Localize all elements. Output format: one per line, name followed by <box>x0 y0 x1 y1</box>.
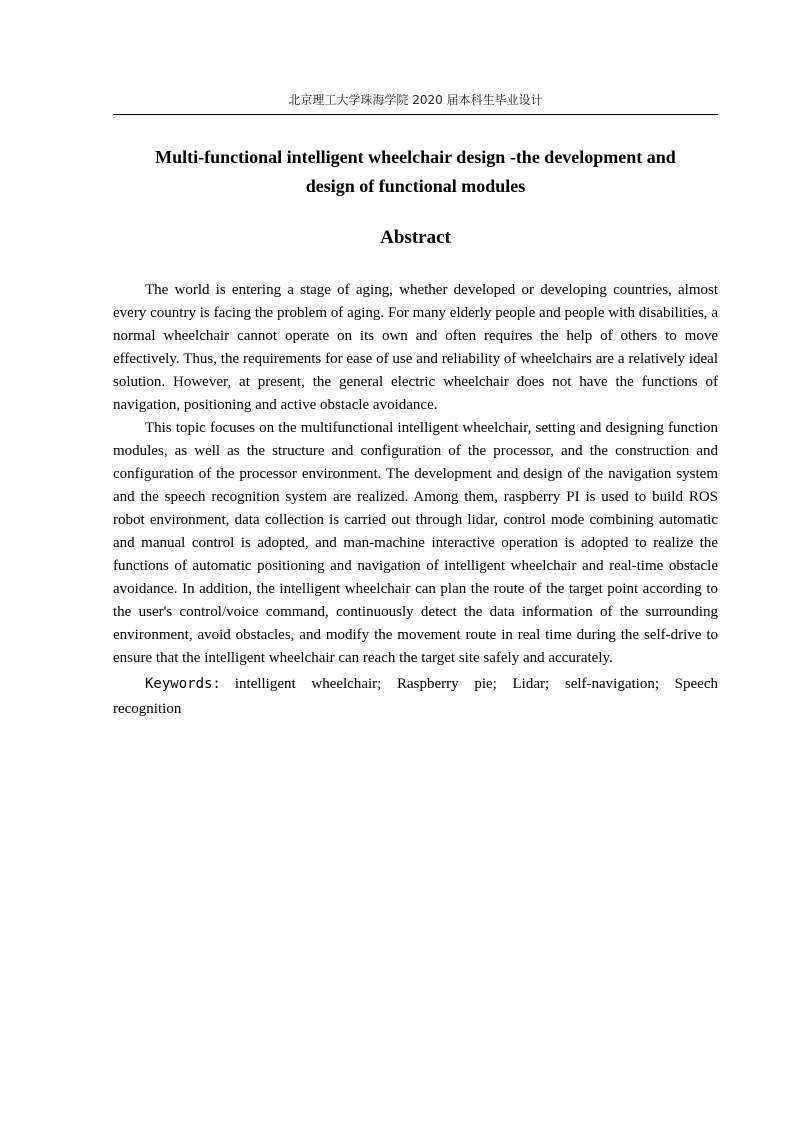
running-header: 北京理工大学珠海学院 2020 届本科生毕业设计 <box>288 93 543 107</box>
header-divider <box>113 114 718 115</box>
abstract-body <box>113 279 718 722</box>
keywords-list: intelligent wheelchair; Raspberry pie; Lidar; self-navigation; Speech recognition <box>113 676 718 717</box>
keywords-line <box>113 672 718 722</box>
keywords-label: Keywords: <box>145 676 221 692</box>
title-line-2: design of functional modules <box>305 176 526 196</box>
abstract-paragraph-2: This topic focuses on the multifunctional intelligent wheelchair, setting and designing function modules, as well as the structure and configuration of the processor, and the construction and configuration of the processor environment. The development and design of the navigation system and the speech recognition system are realized. Among them, raspberry PI is used to build ROS robot environment, data collection is carried out through lidar, control mode combining automatic and manual control is adopted, and man-machine interactive operation is adopted to realize the functions of automatic positioning and navigation of intelligent wheelchair and real-time obstacle avoidance. In addition, the intelligent wheelchair can plan the route of the target point according to the user's control/voice command, continuously detect the data information of the surrounding environment, avoid obstacles, and modify the movement route in real time during the self-drive to ensure that the intelligent wheelchair can reach the target site safely and accurately. <box>113 420 718 666</box>
abstract-paragraph-1: The world is entering a stage of aging, whether developed or developing countries, almost every country is facing the problem of aging. For many elderly people and people with disabilities, a normal wheelchair cannot operate on its own and often requires the help of others to move effectively. Thus, the requirements for ease of use and reliability of wheelchairs are a relatively ideal solution. However, at present, the general electric wheelchair does not have the functions of navigation, positioning and active obstacle avoidance. <box>113 282 718 413</box>
title-line-1: Multi-functional intelligent wheelchair design -the development and <box>155 147 676 167</box>
document-title <box>113 143 718 201</box>
abstract-heading: Abstract <box>380 227 451 248</box>
